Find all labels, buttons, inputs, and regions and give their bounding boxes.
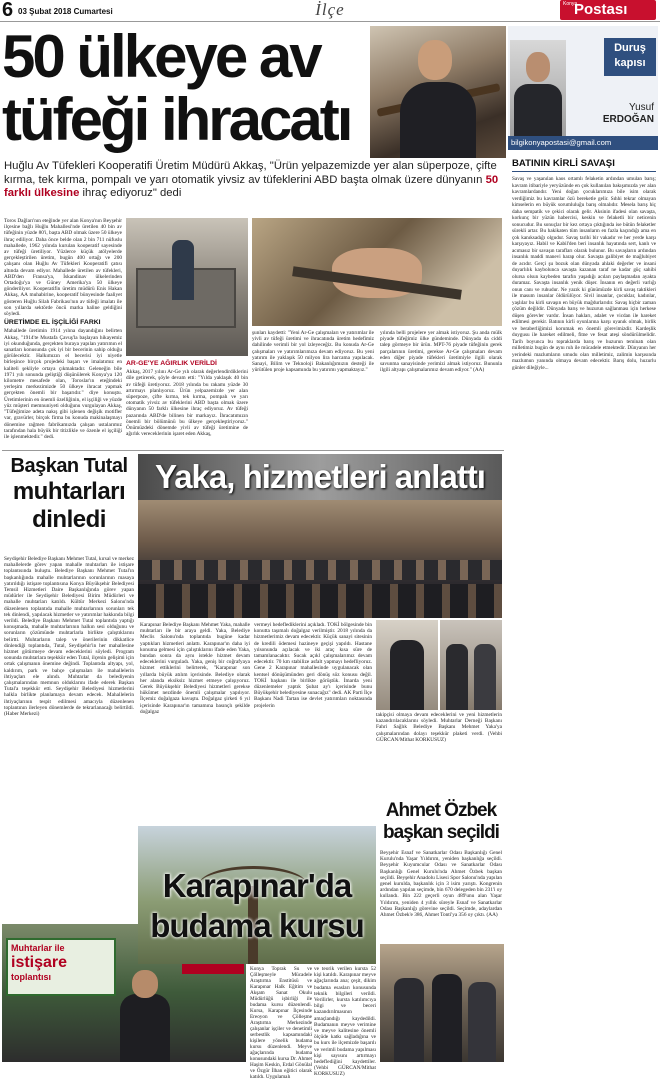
ozbek-photo xyxy=(380,944,504,1062)
person-body xyxy=(400,82,476,158)
main-body-para-1: Toros Dağları'nın eteğinde yer alan Konya'nın Beyşehir ilçesine bağlı Huğlu Mahallesi'nde üretilen 40 bin av tüfeğinin yüzde 80'i, başta ABD olmak üzere 50 ülkeye ihraç ediliyor. Daha önce belde olan 2 bin 711 nüfuslu mahallede, 1962 yılında kurulan kooperatif sayesinde av tüfeği üretiliyor. Yüzlerce küçük atölyelerde gerçekleştirilen üretim, bugün 400 ortağı ve 200 çalışanı olan Huğlu Av Tüfekleri Kooperatifi çatısı altında devam ediyor. Mahallede üretilen av tüfekleri, ABD'den Fransa'ya, İskandinav ülkelerinden Ortadoğu'ya ve Güney Amerika'ya 50 ülkeye gönderiliyor. Kooperatifin üretim müdürü Enis Hakan Akkaş, AA muhabirine, kooperatif bünyesinde faaliyet gösteren Huğlu Silah Fabrikası'nın av tüfeği imalatı ile son yıllarda sektörde öncü marka haline geldiğini söyledi. xyxy=(4,218,122,318)
ozbek-headline-1: Ahmet Özbek xyxy=(385,800,497,821)
budama-headline-1: Karapınar'da xyxy=(162,867,352,904)
page-number: 6 xyxy=(2,0,14,21)
deck-text-1: Huğlu Av Tüfekleri Kooperatifi Üretim Müdürü Akkaş, "Ürün yelpazemizde yer alan süperpoze, çifte kırma, tek kırma, pompalı ve yarı otomatik yivsiz av tüfeklerini ABD başta olmak üzere dünyanın xyxy=(4,160,497,186)
page-header xyxy=(0,0,660,24)
column-title-1: Duruş xyxy=(614,42,646,54)
main-body-col-1 xyxy=(4,218,122,446)
deck-emphasis: 50 farklı ülkesine xyxy=(4,173,499,200)
person-head xyxy=(418,40,452,80)
author-body xyxy=(514,84,562,144)
muhtar-headline-2: muhtarları xyxy=(12,478,126,505)
headline-line-2: tüfeği ihracatı xyxy=(2,86,351,153)
ozbek-person-3 xyxy=(468,982,496,1062)
muhtar-headline-1: Başkan Tutal xyxy=(10,455,128,477)
budama-body-col-1: Konya Toprak Su ve Çölleşmeyle Mücadele Araştırma Enstitüsü ve Karapınar Halk Eğitim ve Akşam Sanat Okulu Müdürlüğü işbirliği ile budama kursu düzenlendi. Kursa, Karapınar İlçesinde Ereoyon ve Çölleşme Araştırma Merkezinde çalışanlar işçiler ve denetimli serbestlik kapsamındaki kişilere yönelik budama kursu düzenlendi. Meyve ağaçlarında budama konusundaki kursa Dr. Ahmet Haşim Keskin, Erdal Gönülal ve Özgür İlhan eğitici olarak katıldı. Uygulamalı xyxy=(250,966,312,1080)
audience-row-1 xyxy=(138,560,502,580)
ozbek-headline-2: başkan seçildi xyxy=(383,822,499,843)
budama-photo xyxy=(138,826,376,964)
author-first-name: Yusuf xyxy=(628,102,654,113)
muhtar-headline xyxy=(2,454,136,550)
plaque-person-1 xyxy=(446,644,468,710)
main-body-col-3 xyxy=(252,330,374,448)
yaka-plaque-photo xyxy=(440,620,502,710)
main-photo xyxy=(370,26,506,158)
main-subhead-1: ÜRETİMDE EL İŞÇİLİĞİ FARKI xyxy=(4,319,101,327)
yaka-podium-photo xyxy=(376,620,438,710)
column-article-title: BATININ KİRLİ SAVAŞI xyxy=(512,158,615,169)
ozbek-person-1 xyxy=(394,978,424,1062)
ozbek-headline xyxy=(378,800,504,846)
budama-body-col-2: ve teorik verilen kursta 52 kişi katıldı. Karapınar meyve ağaçlarında ana; çeşit, dikim budama esasları konusunda teknik bilgileri verildi. Verilirler, kursta katılımcıya bilgi ve beceri kazandırılmasının amaçlandığı kaydedildi. Budamanın meyve verimine ve meyve kalitesine önemli ölçüde katkı sağladığına ve bu kurs ile ilçemizde başarılı ve verimli budama yapılması kişi sayısını artırmayı hedeflediğini kaydettiler. (Vehbi GÜRCAN/Mithat KORKUSUZ) xyxy=(314,966,376,1078)
logo-word: Postası xyxy=(574,1,628,18)
author-email[interactable]: bilgikonyapostasi@gmail.com xyxy=(508,136,658,150)
banner-left-line-3: toplantısı xyxy=(11,972,51,982)
main-body-para-4: şunları kaydetti: "Yeni Ar-Ge çalışmaları ve yatırımlar ile yivli av tüfeği üretimi ve ihracatında üretim hedefimiz dahilinde verimli bir yol izleyeceğiz. Bu konuda Ar-Ge çalışmaları ve yatırımlarımıza devam ediyoruz. Bu yeni yatırım ile yaklaşık 50 milyon lira harcama yapılacak. Sanayi, Bilim ve Teknoloji Bakanlığımızın desteği ile yürütülen proje kapsamında bu yatırımı yapmaktayız." xyxy=(252,330,374,374)
muhtar-body: Seydişehir Belediye Başkanı Mehmet Tutal, kırsal ve merkez mahallelerde görev yapan mahalle muhtarları ile istişare toplantısında buluştu. Belediye Başkanı Mehmet Tutal'ın başkanlığında mahalle muhtarlarının sorunlarının masaya yatırıldığı istişare toplantısına Konya Büyükşehir Belediyesi Temsil Hizmetleri Daire Başkanlığında görev yapan müdürler ile Seydişehir Belediyesi Birim Müdürleri ve mahalle muhtarları katıldı. Kültür Merkezi Salonu'nda düzenlenen toplantıda mahalle muhtarlarının sorunları tek tek dinlendi, yapılacak hizmetler ve yatırımlar hakkında bilgi verildi. Belediye Başkanı Mehmet Tutal toplantıda yaptığı konuşmada, mahalle muhtarlarının halkın sesi olduğunu ve sorunların çözümünde muhtarlarla birlikte çalıştıklarını belirtti. Muhtarların talep ve önerilerinin dikkatlice dinlendiği toplantıda, Tutal, Seydişehir'in her mahallesine hizmet götürmeye devam edeceklerini söyledi. Program sonunda muhtarlara teşekkür eden Tutal, ilçenin gelişimi için ortak çalışmanın önemine değindi. Toplantıda altyapı, yol, kaldırım, park ve bahçe çalışmaları ile mahallelerin ihtiyaçları ele alındı. Muhtarlar da belediyenin çalışmalarından memnun olduklarını ifade ederek Başkan Tutal'a teşekkür etti. Seydişehir Belediyesi hizmetlerini halkla birlikte planlamaya devam edecek. Mahallelerin ihtiyaçlarının tespit edilmesi amacıyla düzenlenen toplantının ilerleyen dönemlerde de tekrarlanacağı belirtildi. (Haber Merkezi) xyxy=(4,556,134,718)
main-deck xyxy=(4,160,502,216)
author-last-name: ERDOĞAN xyxy=(602,114,654,125)
yaka-body-col-1: Karapınar Belediye Başkanı Mehmet Yaka, mahalle muhtarları ile bir araya geldi. Yaka, Belediye Meclis Salonu'nda toplantıda bugüne kadar yaptıkları hizmetleri anlattı. Karapınar'ın daha iyi konuma gelmesi için çalıştıklarını ifade eden Yaka, bundan sonra da aynı istekle hizmet devam edeceklerini vurguladı. Yaka, geniş bir coğrafyaya hizmet ettiklerini belirterek, "Karapınar son yıllarda büyük atılım içerisinde. Belediye olarak her alanda eksiksiz hizmet etmeye çalışıyoruz. Gerek Büyükşehir Belediyesi hizmetleri gerekse hükümet nezdinde önemli çalışmalar yapılıyor. İlçemiz doğalgaza kavuştu. Doğalgaz şirketi 6 yıl içerisinde Karapınar'ın tamamına basınçlı şekilde doğalgaz xyxy=(140,622,250,715)
main-headline xyxy=(2,23,362,158)
column-title-badge xyxy=(604,38,656,76)
yaka-headline-box xyxy=(138,454,502,500)
main-body-col-2b xyxy=(126,358,248,448)
yaka-meeting-photo xyxy=(138,500,502,618)
podium-speaker xyxy=(390,640,424,710)
budama-headline-2: budama kursu xyxy=(150,907,364,944)
main-subhead-2: AR-GE'YE AĞIRLIK VERİLDİ xyxy=(126,360,217,367)
column-body: Savaş ve yaşanılan kaos ortamlı felaketin ardından umulan barış; kavram itibariyle yeryüzünde en çok kullanılan bakışımızda yer alan kavramlardandır. Yeni doğan çocuklarımıza bile isim olarak verdiğimiz bu kavramlar özü bereketle gelir. Sıhhi tekrar olmayan kimselerin en büyük sorumluluğu barış olmalıdır. Mesela barış hiç daha sempatik ve çekici olarak gelir. Aksinin ifadesi olan savaşta, korkunç bir yüzün habercisi, keskin ve felaketli bir neticenin sonucudur. Bu sonuçlar bir kez ortaya çıktığında ise bütün felaketler sürekli artar. Bu hakikaten tüm insanların en fazla kaçındığı ama en çok kanıksadığı olgudur. Savaş tarihi bir vakadır ve her yerde karşı karşıyayız. Habil ve Kabil'den beri insanlık hayatında sert, kanlı ve acımasız bir savaşın tarafları olarak bulunur. Bu savaşların ardından insanlık maddi manevi harap olur. Savaşta galibiyet de mağlubiyet de acıdır. Gerçi şu bozuk olan dünyada ahlaki değerler ve insani duyarlılık kaybolunca savaşta kazanan taraf ne kadar güç sahibi olursa olsun kaybeden tarafın yaşadığı acıları paylaşmadan ayakta duramaz. Savaşta insanlık yenik düşer. İnsanın en değerli varlığı onun canı ve ruhudur. Ne yazık ki günümüzde kirli savaş taktikleri ile masum insanlar öldürülüyor. Sivil insanlar, çocuklar, kadınlar, yaşlılar bu kirli savaşın en büyük mağdurlarıdır. Savaş hiçbir zaman çözüm değildir. Dünyada barış ve huzurun sağlanması için herkese düşen görevler vardır. İnsan hakları, adalet ve vicdan ile hareket edilmesi gerekir. Batının kirli oyunlarına karşı uyanık olmak, birlik ve beraberliğimizi korumak en önemli görevimizdir. Kardeşlik duygusu ile hareket edilmeli, fitne ve fesat ateşi söndürülmelidir. Tarih boyunca bu topraklarda barış ve huzurun teminatı olan milletimiz bugün de aynı ruh ile mücadele etmektedir. Dünyanın her yerindeki mazlumların umudu olan milletimiz, zalimin karşısında mazlumun yanında olmaya devam edecektir. Barış dolu, huzurlu günler dileğiyle... xyxy=(512,176,656,371)
main-body-col-4 xyxy=(380,330,502,448)
banner-left xyxy=(6,938,116,996)
audience-row-2 xyxy=(138,584,502,618)
ozbek-person-2 xyxy=(432,974,462,1062)
headline-line-1: 50 ülkeye av xyxy=(2,23,320,90)
column-title-rule xyxy=(512,171,656,172)
banner-left-line-2: istişare xyxy=(11,954,68,971)
logo-mark: Konya xyxy=(563,1,578,7)
plaque-person-2 xyxy=(474,644,496,710)
main-body-para-2: Mahallede üretimin 1914 yılına dayandığını belirten Akkaş, "1914'te Mustafa Çavuş'la başlayan hikayemiz iyi okunduğunda, gerçekten buraya yapılan yatırımın el sanatları konusunda çok iyi bir becerinin sahip olduğu görülecektir. Halkımızın el becerisi iyi niyetle birleşince birçok projedeki başarı ve imalatımız en kaliteli şekliyle ortaya çıkmaktadır. Geleneğin bile 1971 yılı sonunda geliştiği düşünülerek Konya'ya 120 kilometre mesafede olan, Toroslar'ın eteğindeki yerleşim merkezimizde 50 ülkeye ihracat yapmak gerçekten önemli bir başarıdır." diye konuştu. Üretimlerinin en önemli özelliğinin, el işçiliği ve yüzde yüz müşteri memnuniyeti olduğunu vurgulayan Akkaş, "Tüfeğimize adeta nakış gibi işlenen değişik motifler var, gravürler, birçok firma bu konuda makinalaşmayı dönemine rağmen fabrikamızda çalışan ustalarımız tarafından hala büyük bir titizlikle ve özenle el işçiliği ile işlenmektedir." dedi. xyxy=(4,328,122,440)
column-box xyxy=(508,26,658,1062)
author-head xyxy=(526,52,550,82)
speaker-head xyxy=(132,970,158,998)
section-divider xyxy=(2,450,504,451)
ozbek-body: Beyşehir Esnaf ve Sanatkarlar Odası Başkanlığı Genel Kurulu'nda Yaşar Yıldırım, yeniden başkanlığa seçildi. Beyşehir Kuyumcular Odası ve Sanatkarlar Odası Başkanlığı Genel Kurulu'nda Ahmet Özbek başkan seçildi. Beyşehir Anadolu Lisesi Spor Salonu'nda yapılan genel kurulda, başkanlık için 3 isim yarıştı. Kongrenin ardından yapılan seçimde, bin 670 delegeden bin 231'i oy kullandı. Bin 222 geçerli oyun 489'unu alan Yaşar Yıldırım, yeniden 4 yıllık süreyle Esnaf ve Sanatkarlar Odası Başkanlığı görevine seçildi. Seçimde, adaylardan Ahmet Özbek'e 386, Ahmet Tonti'ya 356 oy çıktı. (AA) xyxy=(380,850,503,919)
newspaper-logo xyxy=(560,0,656,20)
column-header xyxy=(508,26,658,144)
section-title: İlçe xyxy=(315,0,345,19)
issue-date: 03 Şubat 2018 Cumartesi xyxy=(18,7,113,16)
deck-text-2: ihraç ediyoruz" dedi xyxy=(79,187,182,200)
yaka-headline: Yaka, hizmetleri anlattı xyxy=(155,458,485,495)
main-body-col-2 xyxy=(178,218,250,356)
yaka-body-col-3: takipçisi olmaya devam edeceklerini ve yeni hizmetlerin kazandırılacaklarını söyledi. Muhtarlar Derneği Başkanı Fahri Sağlık Belediye Başkanı Mehmet Yaka'ya çalışmalarından dolayı teşekkür plaketi verdi. (Vehbi GÜRCAN/Mithat KORKUSUZ) xyxy=(376,712,502,743)
main-body-para-5: yılında belli projelere yer almak istiyoruz. Şu anda mülk piyade tüfeğimiz ülke gündeminde. Dünyada da ciddi talep görmeye bir ürün. MPT-76 piyade tüfeğinin gerek parçalarının üretimi, gerekse Ar-Ge çalışmaları devam eden diğer piyade tüfekleri üretimiyle ilgili olarak savunma sanayisinde yerimizi almak istiyoruz. Bununla ilgili altyapı çalışmalarımız devam ediyor." (AA) xyxy=(380,330,502,374)
workshop-photo xyxy=(252,218,502,326)
column-title-2: kapısı xyxy=(614,57,646,69)
author-photo xyxy=(510,40,566,144)
muhtar-headline-3: dinledi xyxy=(32,506,106,533)
main-body-para-3: Akkaş, 2017 yılını Ar-Ge yılı olarak değerlendirdiklerini dile getirerek, şöyle devam etti: "Yılda yaklaşık 40 bin av tüfeği üretiyoruz. 2018 yılında bu rakamı yüzde 30 artırmayı planlıyoruz. Ürün yelpazemizde yer alan süperpoze, çifte kırma, tek kırma, pompalı ve yarı otomatik yivsiz av tüfeklerini ABD başta olmak üzere dünyanın 50 farklı ülkesine ihraç ediyoruz. Av tüfeği pazarında ABD'de bilinen bir markayız. İhracatımızın önemli bir bölümünü bu ülkeye gerçekleştiriyoruz." Önümüzdeki dönemde yivli av tüfeği üretimine de ağırlık vereceklerinin işaret eden Akkaş, xyxy=(126,369,248,438)
yaka-body-col-2: vermeyi hedeflediklerini açıkladı. TOKİ bölgesinde bin konutta taşımalı doğalgaz verilmiştir. 2018 yılında da hizmetlerimiz devam edecektir. Küçük sanayi sitesinin de kredili ödemesi hazineye geçişi yapıldı. Hastane yılsonunda açılacak ve iki araç kısa süre de tamamlanacaktır. Sucak açıkl çalışmalarımız devam edecektir. 70 km stabilize asfalt yapmayı hedefliyoruz. Gene 2 Karapınar mahallesinde uygulanacak olan kentsel dönüşümünden geri dönüş söz konusu değil. TOKİ başkanı ile birlikte görüştük. İmarda yeni düzenlemeler yaptık Şubat ay'ı içerisinde bunu Büyükşehir belediyesine sunacağız" dedi. AK Parti İlçe Başkanı Nadi Tartan ise devlet yatırımları noktasında projelerin xyxy=(254,622,372,709)
banner-left-line-1: Muhtarlar ile xyxy=(11,943,65,953)
header-rule xyxy=(0,21,660,22)
speaker-figure xyxy=(120,994,170,1062)
